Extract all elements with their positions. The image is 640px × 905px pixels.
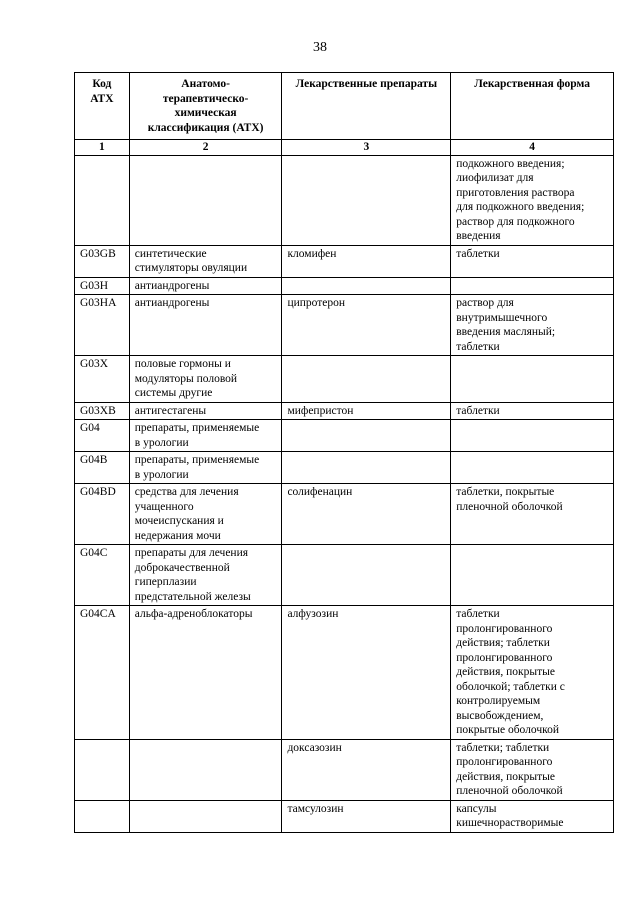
drug-name-cell: кломифен: [282, 245, 451, 277]
atc-classification-cell: половые гормоны и модуляторы половой системы другие: [129, 356, 282, 403]
table-row: [75, 356, 614, 403]
column-number: 1: [75, 140, 130, 156]
table-row: [75, 800, 614, 832]
atc-code-cell: [75, 155, 130, 245]
header-drugs: Лекарственные препараты: [282, 73, 451, 140]
atc-code-cell: G03XB: [75, 402, 130, 420]
header-atc: Анатомо- терапевтическо- химическая классификация (АТХ): [129, 73, 282, 140]
table-row: [75, 245, 614, 277]
dosage-form-cell: [451, 420, 614, 452]
atc-drug-table: [74, 72, 614, 833]
atc-classification-cell: антиандрогены: [129, 295, 282, 356]
atc-classification-cell: [129, 155, 282, 245]
atc-code-cell: G03X: [75, 356, 130, 403]
atc-code-cell: G04CA: [75, 606, 130, 740]
table-row: [75, 420, 614, 452]
atc-code-cell: G04: [75, 420, 130, 452]
atc-classification-cell: [129, 739, 282, 800]
column-number: 4: [451, 140, 614, 156]
dosage-form-cell: капсулы кишечнорастворимые: [451, 800, 614, 832]
dosage-form-cell: таблетки: [451, 402, 614, 420]
atc-code-cell: G03H: [75, 277, 130, 295]
drug-name-cell: солифенацин: [282, 484, 451, 545]
atc-code-cell: [75, 739, 130, 800]
dosage-form-cell: [451, 356, 614, 403]
page-number: 38: [313, 40, 327, 55]
drug-name-cell: [282, 452, 451, 484]
atc-code-cell: G04BD: [75, 484, 130, 545]
table-row: [75, 739, 614, 800]
atc-classification-cell: антигестагены: [129, 402, 282, 420]
drug-name-cell: [282, 155, 451, 245]
atc-code-cell: [75, 800, 130, 832]
atc-code-cell: G03HA: [75, 295, 130, 356]
header-code: Код АТХ: [75, 73, 130, 140]
column-number-row: [75, 140, 614, 156]
drug-name-cell: [282, 420, 451, 452]
table-row: [75, 545, 614, 606]
atc-classification-cell: препараты, применяемые в урологии: [129, 452, 282, 484]
dosage-form-cell: таблетки; таблетки пролонгированного действия, покрытые пленочной оболочкой: [451, 739, 614, 800]
dosage-form-cell: таблетки пролонгированного действия; таблетки пролонгированного действия, покрытые оболочкой; таблетки с контролируемым высвобождением, покрытые оболочкой: [451, 606, 614, 740]
table-row: [75, 484, 614, 545]
atc-classification-cell: препараты для лечения доброкачественной гиперплазии предстательной железы: [129, 545, 282, 606]
drug-name-cell: ципротерон: [282, 295, 451, 356]
table-row: [75, 606, 614, 740]
atc-code-cell: G04C: [75, 545, 130, 606]
atc-classification-cell: [129, 800, 282, 832]
dosage-form-cell: [451, 545, 614, 606]
atc-classification-cell: антиандрогены: [129, 277, 282, 295]
table-row: [75, 295, 614, 356]
drug-name-cell: [282, 356, 451, 403]
dosage-form-cell: таблетки, покрытые пленочной оболочкой: [451, 484, 614, 545]
drug-name-cell: мифепристон: [282, 402, 451, 420]
drug-name-cell: алфузозин: [282, 606, 451, 740]
table-row: [75, 452, 614, 484]
atc-code-cell: G04B: [75, 452, 130, 484]
table-row: [75, 155, 614, 245]
drug-name-cell: тамсулозин: [282, 800, 451, 832]
table-header-row: [75, 73, 614, 140]
atc-classification-cell: альфа-адреноблокаторы: [129, 606, 282, 740]
dosage-form-cell: подкожного введения; лиофилизат для приготовления раствора для подкожного введения; раствор для подкожного введения: [451, 155, 614, 245]
atc-code-cell: G03GB: [75, 245, 130, 277]
atc-classification-cell: средства для лечения учащенного мочеиспускания и недержания мочи: [129, 484, 282, 545]
table-row: [75, 277, 614, 295]
table-row: [75, 402, 614, 420]
header-form: Лекарственная форма: [451, 73, 614, 140]
drug-name-cell: [282, 277, 451, 295]
atc-classification-cell: синтетические стимуляторы овуляции: [129, 245, 282, 277]
dosage-form-cell: раствор для внутримышечного введения масляный; таблетки: [451, 295, 614, 356]
atc-classification-cell: препараты, применяемые в урологии: [129, 420, 282, 452]
column-number: 2: [129, 140, 282, 156]
dosage-form-cell: таблетки: [451, 245, 614, 277]
dosage-form-cell: [451, 452, 614, 484]
drug-name-cell: доксазозин: [282, 739, 451, 800]
dosage-form-cell: [451, 277, 614, 295]
drug-name-cell: [282, 545, 451, 606]
column-number: 3: [282, 140, 451, 156]
